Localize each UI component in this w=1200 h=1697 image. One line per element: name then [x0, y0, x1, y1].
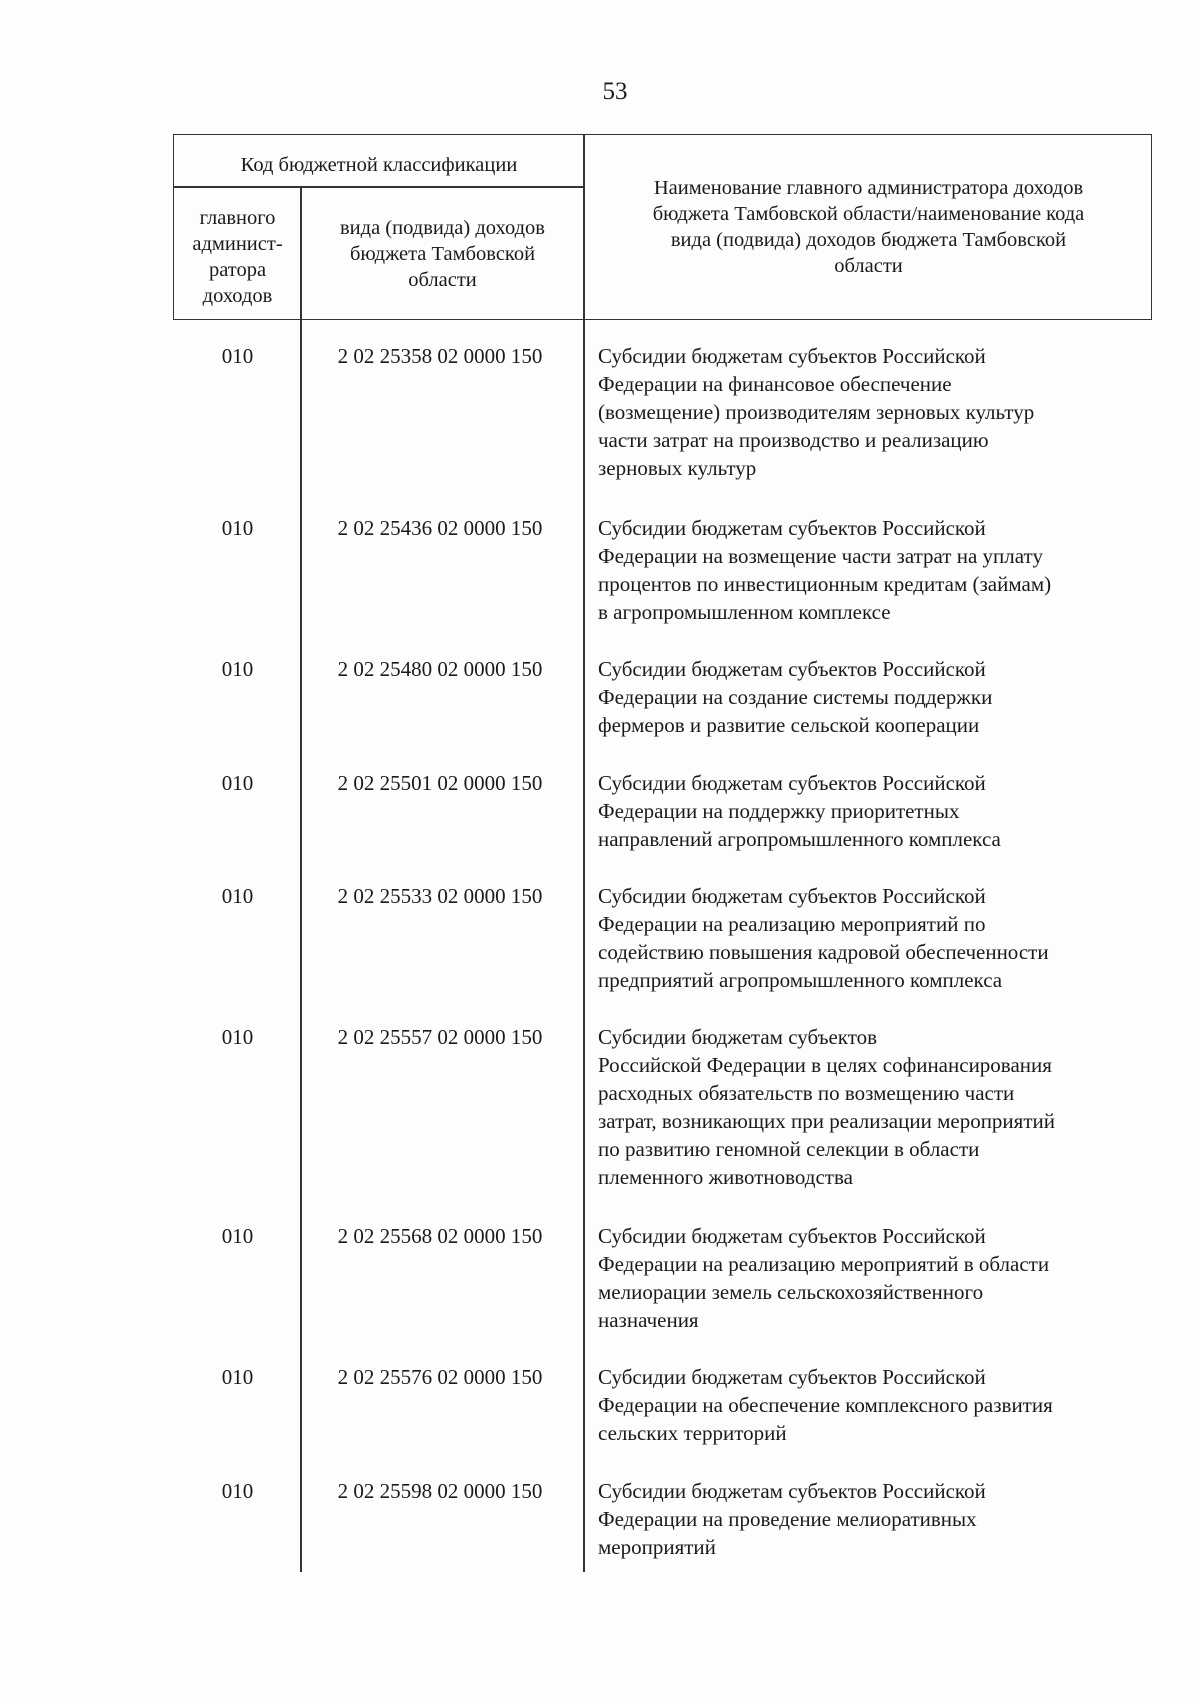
header-line: главного [199, 207, 276, 229]
income-code: 2 02 25358 02 0000 150 [337, 344, 543, 368]
income-name-line: мероприятий [598, 1535, 716, 1559]
income-name-line: сельских территорий [598, 1421, 787, 1445]
income-code: 2 02 25576 02 0000 150 [337, 1365, 543, 1389]
header-group-title: Код бюджетной классификации [240, 154, 518, 176]
income-code: 2 02 25501 02 0000 150 [337, 771, 543, 795]
income-name-line: Федерации на возмещение части затрат на уплату [598, 544, 1043, 568]
header-line: Наименование главного администратора доходов [653, 177, 1084, 199]
income-name-line: (возмещение) производителям зерновых культур [598, 400, 1035, 424]
header-line: области [408, 269, 477, 291]
income-name-line: Федерации на реализацию мероприятий в области [598, 1252, 1050, 1276]
income-name-line: фермеров и развитие сельской кооперации [598, 713, 980, 737]
header-line: бюджета Тамбовской области/наименование кода [652, 203, 1085, 225]
header-col-admin [175, 205, 300, 309]
admin-code: 010 [221, 516, 254, 540]
income-name-line: Федерации на реализацию мероприятий по [598, 912, 986, 936]
income-name-line: направлений агропромышленного комплекса [598, 827, 1001, 851]
admin-code: 010 [221, 1479, 254, 1503]
header-line: ратора [208, 259, 267, 281]
admin-code: 010 [221, 884, 254, 908]
income-name-line: процентов по инвестиционным кредитам (займам) [598, 572, 1052, 596]
income-name-line: Субсидии бюджетам субъектов Российской [598, 657, 986, 681]
admin-code: 010 [221, 657, 254, 681]
income-name-line: Субсидии бюджетам субъектов Российской [598, 1479, 986, 1503]
header-line: вида (подвида) доходов [340, 217, 545, 239]
income-name-line: Субсидии бюджетам субъектов Российской [598, 516, 986, 540]
income-name [598, 655, 1150, 739]
income-name-line: Федерации на финансовое обеспечение [598, 372, 952, 396]
header-line: бюджета Тамбовской [349, 243, 536, 265]
income-name-line: Субсидии бюджетам субъектов Российской [598, 1224, 986, 1248]
income-name-line: мелиорации земель сельскохозяйственного [598, 1280, 984, 1304]
income-name [598, 1023, 1150, 1191]
admin-code: 010 [221, 1365, 254, 1389]
header-subdivider [173, 186, 584, 188]
income-name-line: части затрат на производство и реализацию [598, 428, 989, 452]
body-col-divider-2 [583, 320, 585, 1572]
income-name-line: затрат, возникающих при реализации мероприятий [598, 1109, 1055, 1133]
income-name-line: племенного животноводства [598, 1165, 853, 1189]
header-line: области [834, 255, 903, 277]
income-code: 2 02 25436 02 0000 150 [337, 516, 543, 540]
income-name-line: назначения [598, 1308, 699, 1332]
income-name [598, 882, 1150, 994]
income-name-line: расходных обязательств по возмещению части [598, 1081, 1015, 1105]
income-code: 2 02 25568 02 0000 150 [337, 1224, 543, 1248]
income-name-line: предприятий агропромышленного комплекса [598, 968, 1003, 992]
admin-code: 010 [221, 1025, 254, 1049]
income-name-line: Федерации на проведение мелиоративных [598, 1507, 977, 1531]
admin-code: 010 [221, 344, 254, 368]
header-col-name [585, 175, 1152, 279]
income-name-line: Субсидии бюджетам субъектов Российской [598, 1365, 986, 1389]
income-code: 2 02 25557 02 0000 150 [337, 1025, 543, 1049]
income-code: 2 02 25480 02 0000 150 [337, 657, 543, 681]
income-name-line: Федерации на обеспечение комплексного развития [598, 1393, 1053, 1417]
admin-code: 010 [221, 1224, 254, 1248]
income-name-line: Российской Федерации в целях софинансирования [598, 1053, 1052, 1077]
header-line: вида (подвида) доходов бюджета Тамбовской [670, 229, 1067, 251]
admin-code: 010 [221, 771, 254, 795]
income-name-line: в агропромышленном комплексе [598, 600, 891, 624]
header-line: доходов [202, 285, 273, 307]
income-code: 2 02 25598 02 0000 150 [337, 1479, 543, 1503]
income-name-line: Субсидии бюджетам субъектов Российской [598, 884, 986, 908]
income-name-line: Субсидии бюджетам субъектов Российской [598, 344, 986, 368]
income-name [598, 514, 1150, 626]
income-name-line: Субсидии бюджетам субъектов [598, 1025, 878, 1049]
income-code: 2 02 25533 02 0000 150 [337, 884, 543, 908]
header-col-code [302, 215, 583, 293]
income-name-line: Федерации на создание системы поддержки [598, 685, 993, 709]
income-name [598, 342, 1150, 482]
income-name [598, 1222, 1150, 1334]
income-name-line: содействию повышения кадровой обеспеченности [598, 940, 1049, 964]
income-name-line: по развитию геномной селекции в области [598, 1137, 980, 1161]
income-name-line: Федерации на поддержку приоритетных [598, 799, 960, 823]
income-name [598, 1477, 1150, 1561]
header-line: админист- [192, 233, 283, 255]
income-name [598, 769, 1150, 853]
income-name-line: Субсидии бюджетам субъектов Российской [598, 771, 986, 795]
income-name [598, 1363, 1150, 1447]
page-number: 53 [602, 78, 628, 105]
income-name-line: зерновых культур [598, 456, 757, 480]
